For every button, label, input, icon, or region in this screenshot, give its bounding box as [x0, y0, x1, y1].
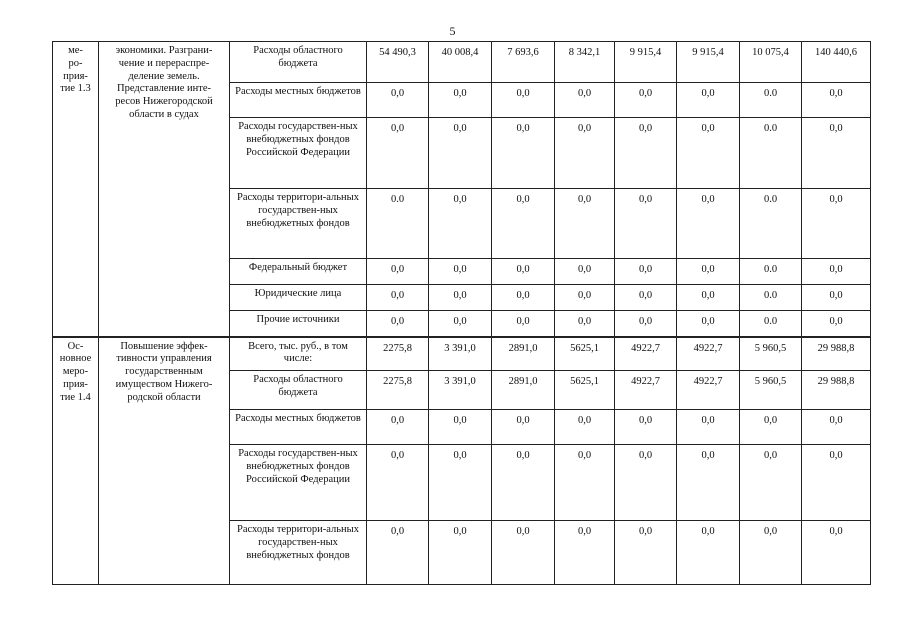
amount-cell [492, 118, 555, 189]
amount-cell-text: 4922,7 [693, 376, 723, 387]
amount-cell-text: 29 988,8 [817, 342, 855, 354]
amount-cell-text: 2891,0 [508, 376, 538, 387]
amount-cell [615, 521, 677, 585]
amount-cell [492, 371, 555, 410]
amount-cell-text: 0.0 [763, 88, 778, 99]
funding-source [230, 521, 367, 585]
amount-cell-text: 5625,1 [570, 342, 599, 354]
amount-cell [555, 285, 615, 311]
amount-cell [429, 285, 492, 311]
funding-source-text: Расходы областного бюджета [253, 45, 343, 69]
amount-cell-text: 0.0 [390, 194, 405, 205]
amount-cell [367, 285, 429, 311]
amount-cell-text: 0,0 [516, 415, 530, 426]
funding-source-text: Расходы государствен-ных внебюджетных фондов Российской Федерации [238, 448, 358, 485]
amount-cell [429, 311, 492, 337]
amount-cell-text: 0,0 [390, 316, 405, 327]
amount-cell-text: 0,0 [390, 264, 405, 275]
amount-cell-text: 0,0 [829, 264, 843, 275]
amount-cell [492, 445, 555, 521]
amount-cell [429, 337, 492, 371]
amount-cell-text: 4922,7 [631, 376, 660, 387]
page-number: 5 [449, 24, 456, 38]
amount-cell-text: 0,0 [829, 450, 843, 461]
amount-cell [429, 521, 492, 585]
amount-cell-text: 0,0 [453, 526, 467, 537]
funding-source [230, 189, 367, 259]
amount-cell [429, 118, 492, 189]
amount-cell-text: 0,0 [701, 526, 715, 537]
amount-cell-text: 0,0 [638, 194, 653, 205]
amount-cell-text: 0,0 [701, 415, 715, 426]
amount-cell-text: 0,0 [453, 290, 467, 301]
amount-cell-text: 0,0 [453, 88, 467, 99]
funding-source-text: Расходы территори-альных государствен-ных внебюджетных фондов [237, 192, 359, 229]
table-row [53, 42, 871, 83]
budget-table-body [53, 42, 871, 585]
amount-cell [367, 371, 429, 410]
amount-cell [802, 521, 871, 585]
funding-source-text: Расходы государствен-ных внебюджетных фондов Российской Федерации [238, 121, 358, 158]
amount-cell [492, 521, 555, 585]
amount-cell [740, 285, 802, 311]
amount-cell [802, 259, 871, 285]
amount-cell-text: 0,0 [453, 123, 467, 134]
measure-description-text: Повышение эффек- тивности управления государственным имуществом Нижего- родской области [115, 340, 213, 403]
amount-cell-text: 0,0 [763, 415, 778, 426]
funding-source-text: Расходы территори-альных государствен-ных внебюджетных фондов [237, 524, 359, 561]
amount-cell-text: 0,0 [453, 415, 467, 426]
amount-cell-text: 0,0 [390, 88, 405, 99]
amount-cell-text: 0,0 [701, 450, 715, 461]
amount-cell-text: 0,0 [701, 123, 715, 134]
amount-cell-text: 0,0 [516, 526, 530, 537]
amount-cell [802, 337, 871, 371]
amount-cell [802, 189, 871, 259]
amount-cell-text: 0,0 [516, 88, 530, 99]
amount-cell-text: 0,0 [390, 526, 405, 537]
amount-cell [555, 259, 615, 285]
amount-cell-text: 0,0 [516, 123, 530, 134]
amount-cell [615, 410, 677, 445]
amount-cell [367, 42, 429, 83]
amount-cell-text: 0,0 [516, 264, 530, 275]
amount-cell [492, 189, 555, 259]
amount-cell-text: 0,0 [577, 415, 592, 426]
amount-cell [367, 189, 429, 259]
amount-cell [429, 259, 492, 285]
amount-cell-text: 0,0 [577, 450, 592, 461]
amount-cell-text: 0,0 [638, 415, 653, 426]
amount-cell [555, 445, 615, 521]
budget-table [52, 41, 871, 585]
measure-description [99, 337, 230, 585]
funding-source-text: Прочие источники [256, 314, 340, 325]
amount-cell-text: 0,0 [577, 264, 592, 275]
measure-label [53, 337, 99, 585]
amount-cell-text: 0,0 [453, 264, 467, 275]
amount-cell [555, 371, 615, 410]
funding-source [230, 42, 367, 83]
amount-cell [367, 410, 429, 445]
amount-cell-text: 0,0 [516, 316, 530, 327]
amount-cell [429, 42, 492, 83]
amount-cell-text: 0,0 [516, 194, 530, 205]
amount-cell [740, 83, 802, 118]
amount-cell-text: 9 915,4 [629, 47, 662, 58]
amount-cell-text: 0,0 [577, 123, 592, 134]
amount-cell [740, 259, 802, 285]
amount-cell-text: 29 988,8 [817, 376, 855, 387]
amount-cell [367, 311, 429, 337]
amount-cell [555, 521, 615, 585]
amount-cell-text: 4922,7 [693, 342, 723, 354]
amount-cell-text: 0,0 [829, 88, 843, 99]
funding-source [230, 410, 367, 445]
amount-cell [802, 311, 871, 337]
amount-cell-text: 0,0 [638, 123, 653, 134]
funding-source [230, 445, 367, 521]
amount-cell-text: 0,0 [829, 194, 843, 205]
amount-cell-text: 0,0 [701, 88, 715, 99]
measure-description [99, 42, 230, 337]
amount-cell [492, 285, 555, 311]
amount-cell [555, 311, 615, 337]
amount-cell [615, 42, 677, 83]
amount-cell-text: 4922,7 [631, 342, 660, 354]
amount-cell [677, 337, 740, 371]
amount-cell-text: 0,0 [390, 290, 405, 301]
amount-cell-text: 7 693,6 [507, 47, 539, 58]
amount-cell [677, 83, 740, 118]
amount-cell-text: 2891,0 [508, 342, 538, 354]
amount-cell [615, 337, 677, 371]
amount-cell [615, 311, 677, 337]
amount-cell [740, 445, 802, 521]
amount-cell-text: 0,0 [516, 290, 530, 301]
amount-cell-text: 40 008,4 [441, 47, 479, 58]
amount-cell [677, 311, 740, 337]
measure-label [53, 42, 99, 337]
amount-cell [367, 118, 429, 189]
amount-cell-text: 9 915,4 [692, 47, 724, 58]
amount-cell [367, 337, 429, 371]
amount-cell [802, 118, 871, 189]
amount-cell [615, 83, 677, 118]
amount-cell-text: 0,0 [638, 526, 653, 537]
amount-cell-text: 10 075,4 [752, 47, 789, 58]
amount-cell-text: 0,0 [829, 123, 843, 134]
amount-cell-text: 0,0 [516, 450, 530, 461]
amount-cell [492, 410, 555, 445]
amount-cell-text: 0.0 [763, 316, 778, 327]
amount-cell-text: 0,0 [577, 316, 592, 327]
amount-cell-text: 0,0 [829, 526, 843, 537]
amount-cell-text: 0.0 [763, 290, 778, 301]
funding-source [230, 259, 367, 285]
amount-cell-text: 0,0 [390, 450, 405, 461]
amount-cell-text: 3 391,0 [444, 342, 476, 354]
amount-cell-text: 0,0 [638, 290, 653, 301]
amount-cell-text: 0,0 [638, 316, 653, 327]
amount-cell-text: 0,0 [701, 316, 715, 327]
amount-cell [740, 42, 802, 83]
amount-cell-text: 0,0 [638, 264, 653, 275]
amount-cell-text: 0,0 [453, 194, 467, 205]
amount-cell-text: 0,0 [390, 415, 405, 426]
amount-cell [740, 521, 802, 585]
funding-source-text: Расходы областного бюджета [253, 374, 343, 398]
amount-cell-text: 140 440,6 [815, 47, 857, 58]
amount-cell [555, 118, 615, 189]
table-row [53, 337, 871, 371]
amount-cell [615, 189, 677, 259]
amount-cell-text: 0,0 [638, 450, 653, 461]
amount-cell [555, 42, 615, 83]
amount-cell [492, 259, 555, 285]
amount-cell [615, 445, 677, 521]
amount-cell [555, 189, 615, 259]
amount-cell [555, 410, 615, 445]
amount-cell-text: 0,0 [701, 194, 715, 205]
amount-cell [555, 337, 615, 371]
amount-cell-text: 0.0 [763, 264, 778, 275]
amount-cell [429, 83, 492, 118]
funding-source-text: Расходы местных бюджетов [235, 86, 361, 97]
amount-cell [429, 189, 492, 259]
amount-cell-text: 0,0 [763, 526, 778, 537]
amount-cell-text: 0,0 [453, 450, 467, 461]
funding-source [230, 83, 367, 118]
amount-cell-text: 0,0 [577, 194, 592, 205]
amount-cell-text: 2275,8 [383, 376, 412, 387]
funding-source-text: Федеральный бюджет [248, 262, 348, 273]
amount-cell [802, 42, 871, 83]
amount-cell-text: 8 342,1 [568, 47, 601, 58]
amount-cell [740, 337, 802, 371]
amount-cell [677, 118, 740, 189]
amount-cell [367, 521, 429, 585]
amount-cell [492, 42, 555, 83]
amount-cell [802, 445, 871, 521]
amount-cell-text: 0,0 [701, 264, 715, 275]
funding-source [230, 311, 367, 337]
amount-cell [367, 83, 429, 118]
amount-cell [429, 371, 492, 410]
amount-cell [677, 189, 740, 259]
measure-label-text: Ос- новное меро- прия- тие 1.4 [59, 340, 92, 403]
amount-cell-text: 0.0 [763, 194, 778, 205]
amount-cell-text: 0,0 [453, 316, 467, 327]
amount-cell [615, 118, 677, 189]
amount-cell-text: 0,0 [577, 526, 592, 537]
amount-cell [677, 521, 740, 585]
amount-cell [740, 311, 802, 337]
amount-cell-text: 0,0 [701, 290, 715, 301]
amount-cell [615, 285, 677, 311]
amount-cell [740, 410, 802, 445]
amount-cell-text: 5 960,5 [754, 376, 787, 387]
amount-cell-text: 0,0 [577, 88, 592, 99]
funding-source [230, 118, 367, 189]
amount-cell [740, 118, 802, 189]
amount-cell [677, 285, 740, 311]
funding-source [230, 371, 367, 410]
amount-cell [429, 445, 492, 521]
amount-cell-text: 2275,8 [383, 342, 412, 354]
amount-cell [677, 410, 740, 445]
funding-source-text: Всего, тыс. руб., в том числе: [248, 340, 348, 365]
amount-cell-text: 0.0 [763, 123, 778, 134]
amount-cell [615, 259, 677, 285]
amount-cell-text: 5 960,5 [754, 342, 787, 354]
amount-cell [802, 371, 871, 410]
amount-cell-text: 0,0 [390, 123, 405, 134]
amount-cell-text: 54 490,3 [379, 47, 416, 58]
amount-cell-text: 0,0 [638, 88, 653, 99]
amount-cell [367, 259, 429, 285]
amount-cell [740, 371, 802, 410]
amount-cell [802, 83, 871, 118]
funding-source-text: Расходы местных бюджетов [235, 413, 361, 424]
amount-cell [802, 285, 871, 311]
amount-cell [677, 42, 740, 83]
amount-cell-text: 3 391,0 [444, 376, 476, 387]
amount-cell-text: 0,0 [829, 290, 843, 301]
amount-cell-text: 5625,1 [570, 376, 599, 387]
amount-cell [615, 371, 677, 410]
amount-cell [740, 189, 802, 259]
amount-cell [677, 371, 740, 410]
amount-cell [492, 311, 555, 337]
amount-cell [492, 337, 555, 371]
amount-cell [677, 259, 740, 285]
measure-description-text: экономики. Разграни- чение и перераспре- деление земель. Представление инте- ресов Нижегородской области в судах [115, 45, 213, 120]
amount-cell [555, 83, 615, 118]
amount-cell [367, 445, 429, 521]
measure-label-text: ме- ро- прия- тие 1.3 [60, 45, 91, 95]
amount-cell [802, 410, 871, 445]
amount-cell-text: 0,0 [829, 316, 843, 327]
amount-cell-text: 0,0 [829, 415, 843, 426]
amount-cell [492, 83, 555, 118]
amount-cell [677, 445, 740, 521]
amount-cell [429, 410, 492, 445]
amount-cell-text: 0,0 [763, 450, 778, 461]
funding-source [230, 285, 367, 311]
amount-cell-text: 0,0 [577, 290, 592, 301]
funding-source [230, 337, 367, 371]
funding-source-text: Юридические лица [254, 288, 342, 299]
